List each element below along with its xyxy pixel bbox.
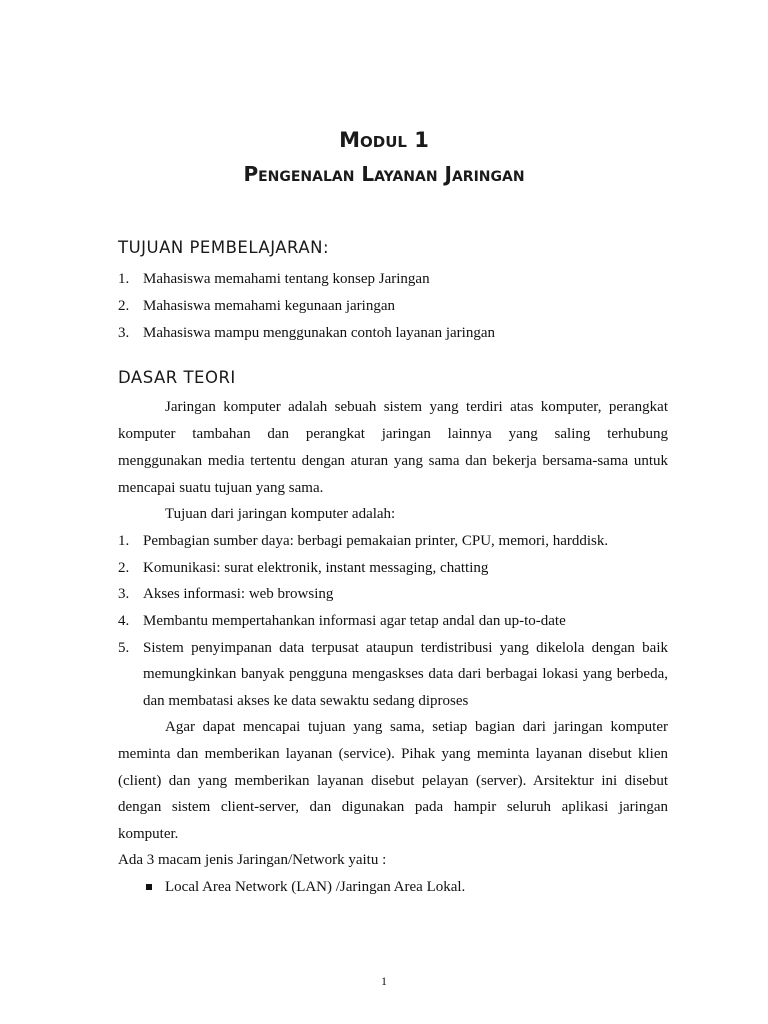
list-item: Local Area Network (LAN) /Jaringan Area Lokal. [165,879,466,895]
paragraph-line: mencapai suatu tujuan yang sama. [118,480,324,496]
paragraph-line: meminta dan memberikan layanan (service). Pihak yang meminta layanan disebut klien [118,746,668,762]
paragraph-line: komputer tambahan dan perangkat jaringan lainnya yang saling terhubung [118,426,668,442]
page-number: 1 [381,974,387,988]
list-item-line: dan membatasi akses ke data sewaktu sedang diproses [143,693,469,709]
theory-heading: DASAR TEORI [118,368,236,387]
list-item: Komunikasi: surat elektronik, instant messaging, chatting [143,560,489,576]
list-item-number: 5. [118,640,130,656]
list-item: Mahasiswa mampu menggunakan contoh layanan jaringan [143,325,495,341]
list-item-number: 2. [118,298,130,314]
paragraph-line: Jaringan komputer adalah sebuah sistem yang terdiri atas komputer, perangkat [165,399,668,415]
module-title: Modul 1 [339,128,429,152]
paragraph-line: menggunakan media tertentu dengan aturan yang sama dan bekerja bersama-sama untuk [118,453,668,469]
goals-intro: Tujuan dari jaringan komputer adalah: [165,506,396,522]
list-item: Akses informasi: web browsing [143,586,334,602]
network-intro: Ada 3 macam jenis Jaringan/Network yaitu : [118,852,387,868]
list-item-line: Sistem penyimpanan data terpusat ataupun terdistribusi yang dikelola dengan baik [143,640,668,656]
paragraph-line: (client) dan yang memberikan layanan disebut pelayan (server). Arsitektur ini disebut [118,773,668,789]
list-item: Membantu mempertahankan informasi agar tetap andal dan up-to-date [143,613,566,629]
list-item-number: 3. [118,586,130,602]
paragraph-line: dengan sistem client-server, dan digunakan pada hampir seluruh aplikasi jaringan [118,799,668,815]
list-item: Mahasiswa memahami kegunaan jaringan [143,298,395,314]
list-item-number: 4. [118,613,130,629]
list-item-number: 1. [118,271,130,287]
list-item-number: 2. [118,560,130,576]
paragraph-line: Agar dapat mencapai tujuan yang sama, setiap bagian dari jaringan komputer [165,719,668,735]
list-item-number: 1. [118,533,130,549]
list-item-number: 3. [118,325,130,341]
list-item: Mahasiswa memahami tentang konsep Jaringan [143,271,430,287]
square-bullet-icon [146,884,152,890]
list-item: Pembagian sumber daya: berbagi pemakaian printer, CPU, memori, harddisk. [143,533,609,549]
objectives-heading: TUJUAN PEMBELAJARAN: [118,238,330,257]
paragraph-line: komputer. [118,826,179,842]
module-subtitle: Pengenalan Layanan Jaringan [243,162,525,186]
list-item-line: memungkinkan banyak pengguna mengaskses data dari berbagai lokasi yang berbeda, [143,666,668,682]
